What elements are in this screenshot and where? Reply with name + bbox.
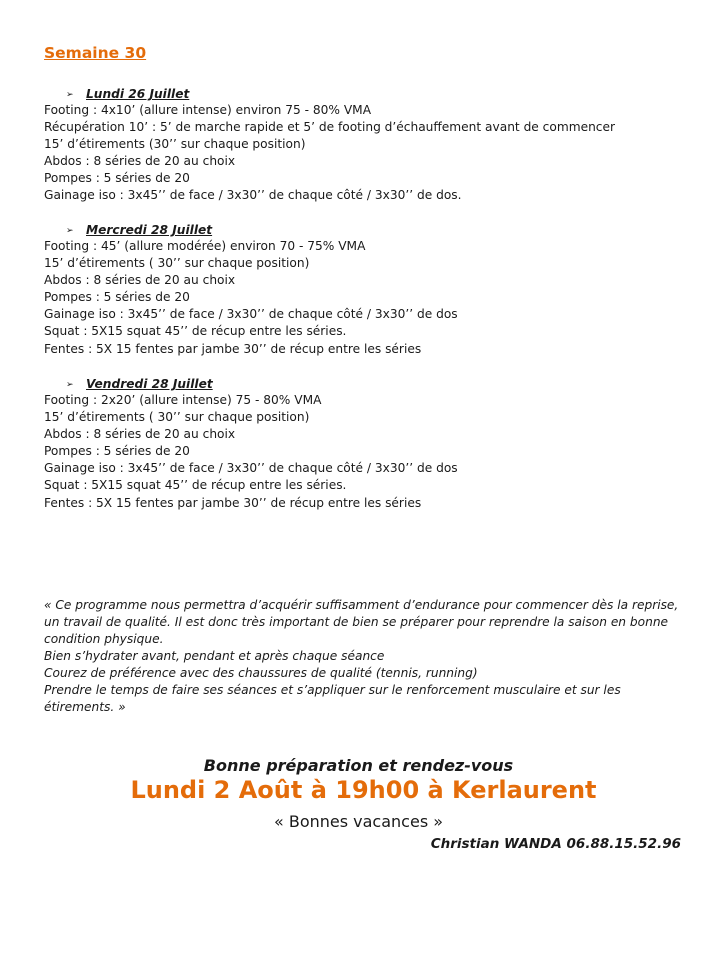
day-line: 15’ d’étirements (30’’ sur chaque position) — [44, 137, 306, 152]
day-line: Récupération 10’ : 5’ de marche rapide et 5’ de footing d’échauffement avant de commencer — [44, 120, 616, 135]
quote-line: Bien s’hydrater avant, pendant et après chaque séance — [44, 649, 385, 663]
day-heading-text: Vendredi 28 Juillet — [86, 377, 213, 391]
day-line: 15’ d’étirements ( 30’’ sur chaque position) — [44, 256, 310, 271]
closing-greeting: Bonne préparation et rendez-vous — [203, 756, 514, 775]
day-block-vendredi — [44, 376, 458, 512]
day-line: Pompes : 5 séries de 20 — [44, 171, 190, 186]
advice-quote — [44, 597, 684, 716]
day-line: Pompes : 5 séries de 20 — [44, 444, 190, 459]
day-line: Squat : 5X15 squat 45’’ de récup entre les séries. — [44, 324, 347, 339]
arrow-bullet-icon: ➢ — [66, 90, 74, 100]
quote-line: étirements. » — [44, 700, 126, 714]
day-heading — [66, 86, 615, 102]
quote-line: Courez de préférence avec des chaussures de qualité (tennis, running) — [44, 666, 478, 680]
quote-line: « Ce programme nous permettra d’acquérir suffisamment d’endurance pour commencer dès la reprise, — [44, 598, 679, 612]
day-line: Gainage iso : 3x45’’ de face / 3x30’’ de chaque côté / 3x30’’ de dos — [44, 307, 458, 322]
day-heading — [66, 222, 458, 238]
day-heading — [66, 376, 458, 392]
day-block-mercredi — [44, 222, 458, 358]
day-line: Footing : 45’ (allure modérée) environ 70 - 75% VMA — [44, 239, 366, 253]
quote-line: Prendre le temps de faire ses séances et s’appliquer sur le renforcement musculaire et sur les — [44, 683, 621, 697]
day-line: Footing : 4x10’ (allure intense) environ 75 - 80% VMA — [44, 103, 372, 117]
day-line: Abdos : 8 séries de 20 au choix — [44, 273, 236, 288]
arrow-bullet-icon: ➢ — [66, 226, 74, 236]
day-line: Gainage iso : 3x45’’ de face / 3x30’’ de chaque côté / 3x30’’ de dos — [44, 461, 458, 476]
day-line: Squat : 5X15 squat 45’’ de récup entre les séries. — [44, 478, 347, 493]
day-line: Pompes : 5 séries de 20 — [44, 290, 190, 305]
week-title: Semaine 30 — [44, 44, 147, 62]
day-line: Fentes : 5X 15 fentes par jambe 30’’ de récup entre les séries — [44, 495, 422, 510]
day-line: Abdos : 8 séries de 20 au choix — [44, 427, 236, 442]
day-line: Footing : 2x20’ (allure intense) 75 - 80% VMA — [44, 393, 322, 407]
meeting-date: Lundi 2 Août à 19h00 à Kerlaurent — [130, 776, 597, 804]
day-line: Gainage iso : 3x45’’ de face / 3x30’’ de chaque côté / 3x30’’ de dos. — [44, 188, 462, 203]
arrow-bullet-icon: ➢ — [66, 380, 74, 390]
day-heading-text: Mercredi 28 Juillet — [86, 223, 213, 237]
holiday-wishes: « Bonnes vacances » — [273, 812, 444, 831]
day-block-lundi — [44, 86, 615, 205]
day-line: Abdos : 8 séries de 20 au choix — [44, 154, 236, 169]
day-line: Fentes : 5X 15 fentes par jambe 30’’ de récup entre les séries — [44, 341, 422, 356]
day-line: 15’ d’étirements ( 30’’ sur chaque position) — [44, 410, 310, 425]
quote-line: condition physique. — [44, 632, 164, 646]
day-heading-text: Lundi 26 Juillet — [86, 87, 190, 101]
quote-line: un travail de qualité. Il est donc très important de bien se préparer pour reprendre la saison en bonne — [44, 615, 669, 629]
signature-contact: Christian WANDA 06.88.15.52.96 — [430, 836, 681, 852]
